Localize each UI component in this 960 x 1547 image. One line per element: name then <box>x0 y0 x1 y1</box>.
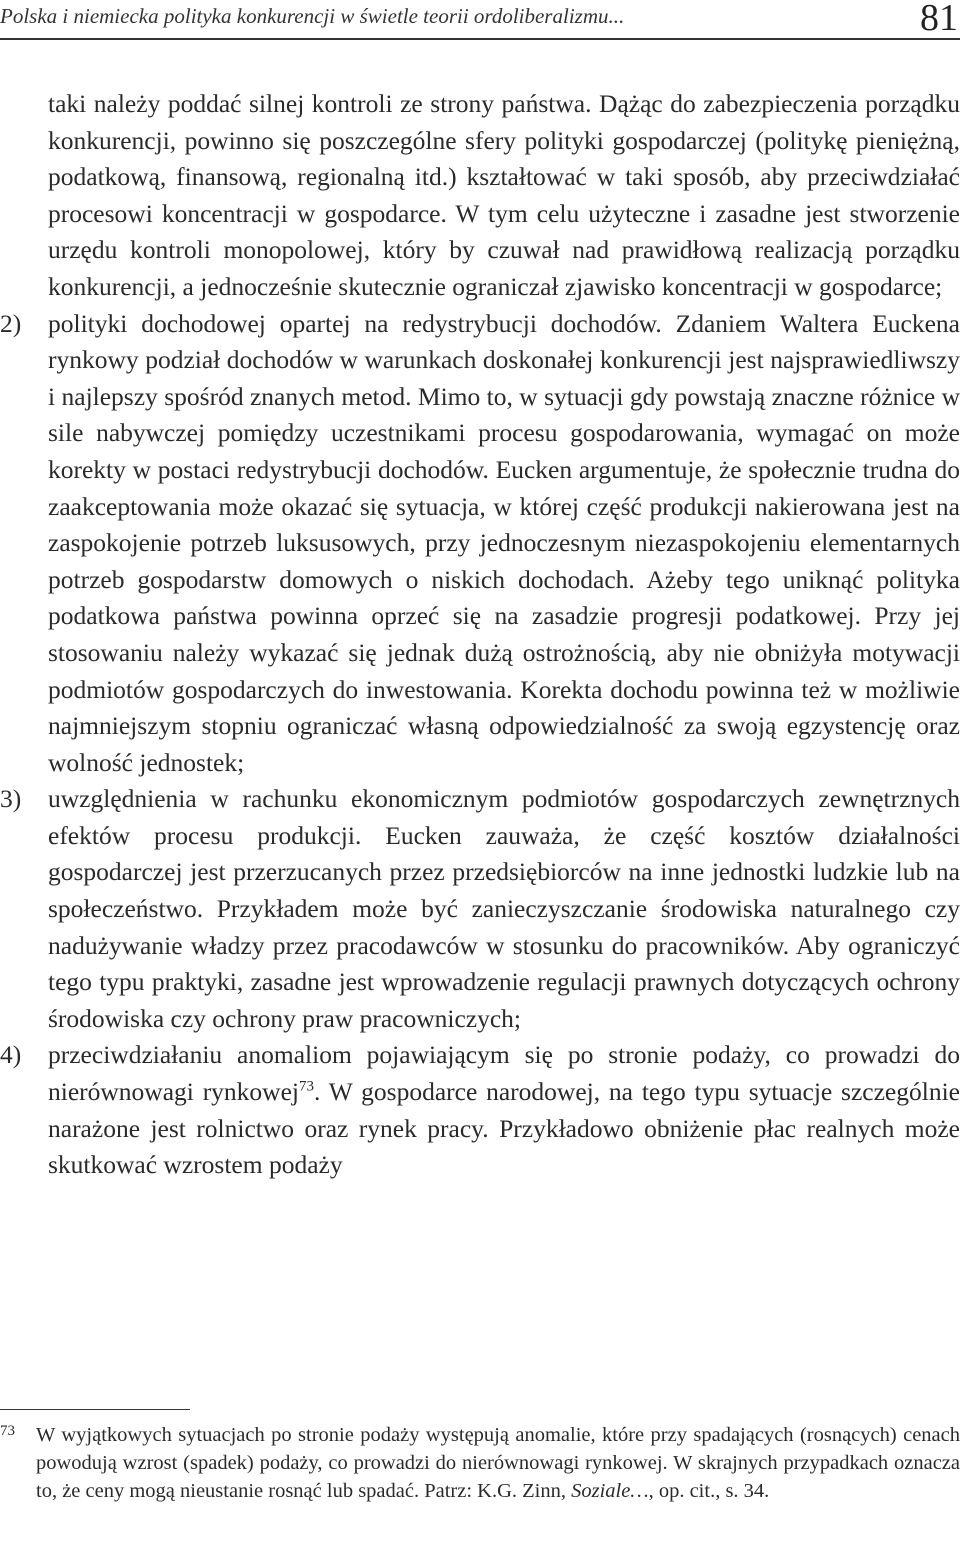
list-item-number: 2) <box>0 308 22 338</box>
header-rule <box>0 38 960 40</box>
list-item <box>0 781 960 1037</box>
list-item-text-continued: . W gospodarce narodowej, na tego typu sytuacje szczególnie narażone jest rolnictwo oraz rynek pracy. Przykładowo obniżenie płac realnych może skutkować wzrostem podaży <box>48 1077 960 1180</box>
list-item-number: 3) <box>0 784 22 814</box>
list-item-number: 4) <box>0 1040 22 1070</box>
list-item-text: przeciwdziałaniu anomaliom pojawiającym się po stronie podaży, co prowadzi do nierównowagi rynkowej <box>48 1040 960 1107</box>
footnote-text-end: , op. cit., s. 34. <box>648 1480 770 1503</box>
page-number: 81 <box>920 0 958 39</box>
footnote-rule <box>0 1409 190 1410</box>
footnote <box>0 1421 960 1506</box>
footnote-cited-title: Soziale… <box>571 1480 649 1503</box>
opening-paragraph: taki należy poddać silnej kontroli ze strony państwa. Dążąc do zabezpieczenia porządku konkurencji, powinno się poszczególne sfery polityki gospodarczej (politykę pieniężną, podatkową, finansową, regionalną itd.) kształtować w taki sposób, aby przeciwdziałać procesowi koncentracji w gospodarce. W tym celu użyteczne i zasadne jest stworzenie urzędu kontroli monopolowej, który by czuwał nad prawidłową realizacją porządku konkurencji, a jednocześnie skutecznie ograniczał zjawisko koncentracji w gospodarce; <box>48 89 960 301</box>
list-item <box>0 306 960 782</box>
running-header <box>0 0 960 39</box>
list-item <box>0 1037 960 1183</box>
footnote-reference[interactable]: 73 <box>299 1078 315 1095</box>
list-item-text: uwzględnienia w rachunku ekonomicznym podmiotów gospodarczych zewnętrznych efektów procesu produkcji. Eucken zauważa, że część kosztów działalności gospodarczej jest przerzucanych przez przedsiębiorców na inne jednostki ludzkie lub na społeczeństwo. Przykładem może być zanieczyszczanie środowiska naturalnego czy nadużywanie władzy przez pracodawców w stosunku do pracowników. Aby ograniczyć tego typu praktyki, zasadne jest wprowadzenie regulacji prawnych dotyczących ochrony środowiska czy ochrony praw pracowniczych; <box>48 784 960 1033</box>
footnote-text-main: W wyjątkowych sytuacjach po stronie podaży występują anomalie, które przy spadających (rosnących) cenach powodują wzrost (spadek) podaży, co prowadzi do nierównowagi rynkowej. W skrajnych przypadkach oznacza to, że ceny mogą nieustanie rosnąć lub spadać. Patrz: K.G. Zinn, <box>36 1424 960 1503</box>
body-text <box>0 86 960 1184</box>
running-title: Polska i niemiecka polityka konkurencji w świetle teorii ordoliberalizmu... <box>0 4 625 28</box>
footnote-number: 73 <box>0 1423 15 1439</box>
list-item-text: polityki dochodowej opartej na redystrybucji dochodów. Zdaniem Waltera Euckena rynkowy podział dochodów w warunkach doskonałej konkurencji jest najsprawiedliwszy i najlepszy spośród znanych metod. Mimo to, w sytuacji gdy powstają znaczne różnice w sile nabywczej pomiędzy uczestnikami procesu gospodarowania, wymagać on może korekty w postaci redystrybucji dochodów. Eucken argumentuje, że społecznie trudna do zaakceptowania może okazać się sytuacja, w której część produkcji nakierowana jest na zaspokojenie potrzeb luksusowych, przy jednoczesnym niezaspokojeniu elementarnych potrzeb gospodarstw domowych o niskich dochodach. Ażeby tego uniknąć polityka podatkowa państwa powinna oprzeć się na zasadzie progresji podatkowej. Przy jej stosowaniu należy wykazać się jednak dużą ostrożnością, aby nie obniżyła motywacji podmiotów gospodarczych do inwestowania. Korekta dochodu powinna też w możliwie najmniejszym stopniu ograniczać własną odpowiedzialność za swoją egzystencję oraz wolność jednostek; <box>48 308 960 777</box>
footnote-text <box>0 1421 960 1506</box>
